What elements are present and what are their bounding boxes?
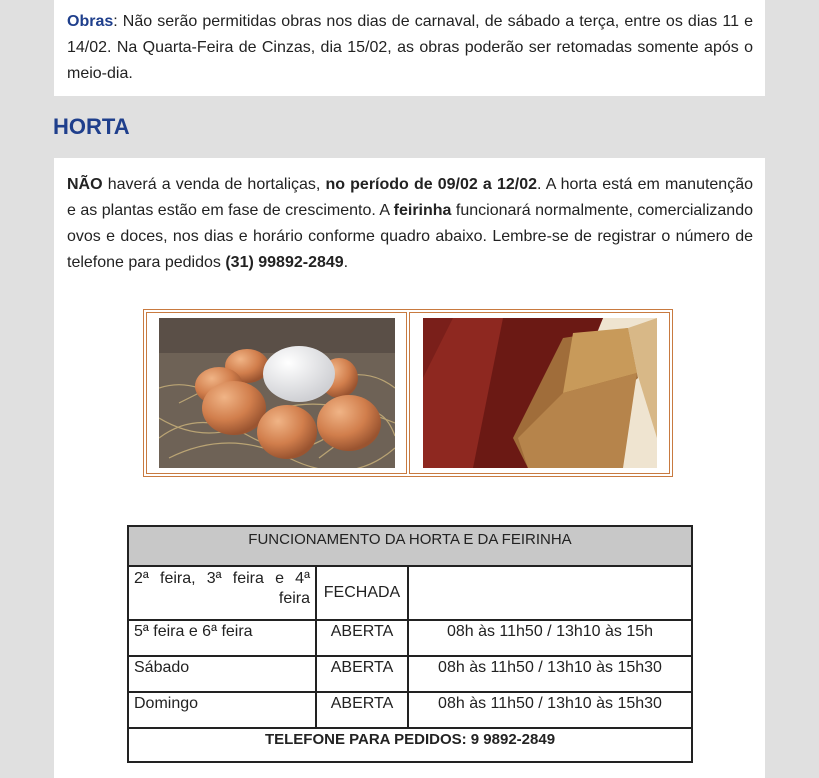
table-row: [128, 692, 692, 728]
horta-card: [54, 158, 765, 778]
hours-table: [127, 525, 693, 763]
day-cell: [128, 566, 316, 620]
time-cell: 08h às 11h50 / 13h10 às 15h: [408, 620, 692, 656]
horta-text-2: . A horta está em manutenção e as plantas estão em fase de crescimento. A: [67, 176, 754, 219]
periodo-emphasis: no período de 09/02 a 12/02: [325, 176, 537, 193]
time-cell: 08h às 11h50 / 13h10 às 15h30: [408, 656, 692, 692]
table-row: [128, 566, 692, 620]
day-cell: 5ª feira e 6ª feira: [128, 620, 316, 656]
eggs-image: [159, 318, 395, 468]
horta-text-1: haverá a venda de hortaliças,: [102, 176, 326, 193]
phone-emphasis: (31) 99892-2849: [225, 254, 344, 271]
status-cell: ABERTA: [316, 620, 408, 656]
day-cell: Sábado: [128, 656, 316, 692]
status-cell: FECHADA: [316, 566, 408, 620]
day-cell: Domingo: [128, 692, 316, 728]
product-images-frame: [143, 309, 673, 477]
section-title-horta: HORTA: [53, 114, 130, 139]
nao-emphasis: NÃO: [67, 176, 103, 193]
obras-paragraph: [67, 9, 753, 87]
time-cell: 08h às 11h50 / 13h10 às 15h30: [408, 692, 692, 728]
status-cell: ABERTA: [316, 656, 408, 692]
obras-label: Obras: [67, 13, 114, 30]
table-footer-phone: TELEFONE PARA PEDIDOS: 9 9892-2849: [128, 728, 692, 762]
horta-text-3: funcionará normalmente, comercializando ovos e doces, nos dias e horário conforme quadro abaixo. Lembre-se de registrar o número de telefone para pedidos: [67, 202, 754, 271]
table-header: FUNCIONAMENTO DA HORTA E DA FEIRINHA: [128, 526, 692, 566]
time-cell: [408, 566, 692, 620]
table-row: [128, 656, 692, 692]
sweets-image-cell: [409, 312, 670, 474]
horta-paragraph: [67, 172, 753, 276]
obras-text: : Não serão permitidas obras nos dias de carnaval, de sábado a terça, entre os dias 11 e 14/02. Na Quarta-Feira de Cinzas, dia 15/02, as obras poderão ser retomadas somente após o meio-dia.: [67, 13, 753, 82]
feirinha-emphasis: feirinha: [393, 202, 452, 219]
day-label: 2ª feira, 3ª feira e 4ª feira: [134, 570, 310, 607]
sweets-image: [423, 318, 657, 468]
table-row: [128, 620, 692, 656]
status-cell: ABERTA: [316, 692, 408, 728]
eggs-image-cell: [146, 312, 407, 474]
horta-text-4: .: [343, 254, 349, 271]
obras-card: [54, 0, 765, 96]
